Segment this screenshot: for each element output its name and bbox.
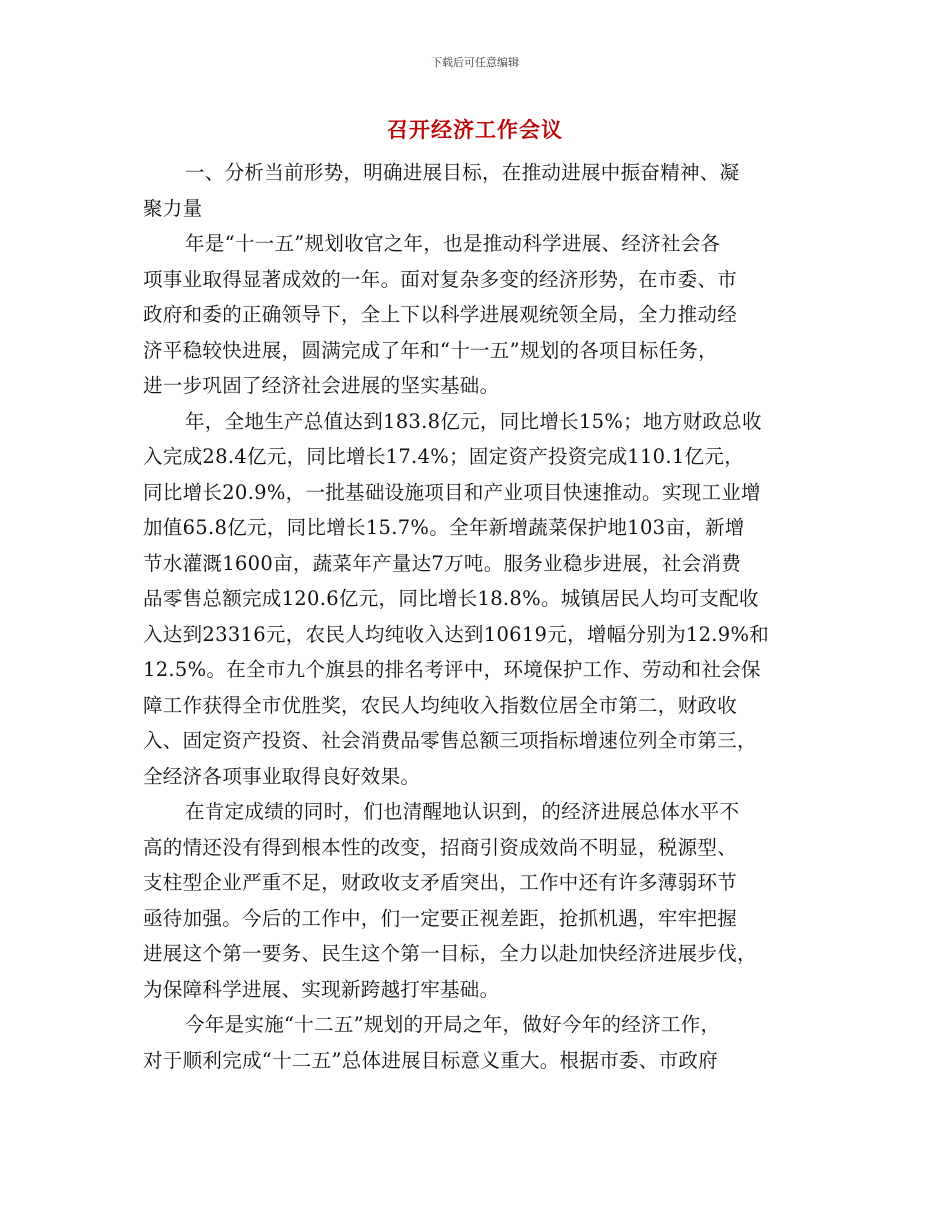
text-line: 一、分析当前形势，明确进展目标，在推动进展中振奋精神、凝 — [185, 161, 740, 184]
text-line: 年，全地生产总值达到183.8亿元，同比增长15%；地方财政总收 — [185, 409, 762, 433]
text-line: 高的情还没有得到根本性的改变，招商引资成效尚不明显，税源型、 — [143, 835, 738, 859]
text-line: 今年是实施“十二五”规划的开局之年，做好今年的经济工作， — [185, 1013, 721, 1036]
text-line: 进展这个第一要务、民生这个第一目标，全力以赴加快经济进展步伐， — [143, 942, 757, 965]
text-line: 12.5%。在全市九个旗县的排名考评中，环境保护工作、劳动和社会保 — [143, 658, 761, 681]
text-line: 支柱型企业严重不足，财政收支矛盾突出，工作中还有许多薄弱环节 — [143, 871, 738, 894]
text-line: 入达到23316元，农民人均纯收入达到10619元，增幅分别为12.9%和 — [143, 622, 770, 646]
text-line: 品零售总额完成120.6亿元，同比增长18.8%。城镇居民人均可支配收 — [143, 587, 759, 610]
text-line: 障工作获得全市优胜奖，农民人均纯收入指数位居全市第二，财政收 — [143, 693, 738, 717]
text-line: 政府和委的正确领导下，全上下以科学进展观统领全局，全力推动经 — [143, 303, 738, 326]
text-line: 进一步巩固了经济社会进展的坚实基础。 — [143, 374, 500, 397]
text-line: 年是“十一五”规划收官之年，也是推动科学进展、经济社会各 — [185, 232, 721, 255]
text-line: 节水灌溉1600亩，蔬菜年产量达7万吨。服务业稳步进展，社会消费 — [143, 551, 742, 575]
text-line: 入完成28.4亿元，同比增长17.4%；固定资产投资完成110.1亿元， — [143, 445, 744, 468]
document-body — [143, 155, 811, 1078]
text-line: 入、固定资产投资、社会消费品零售总额三项指标增速位列全市第三， — [143, 729, 757, 752]
text-line: 对于顺利完成“十二五”总体进展目标意义重大。根据市委、市政府 — [143, 1048, 718, 1072]
text-line: 项事业取得显著成效的一年。面对复杂多变的经济形势，在市委、市 — [143, 267, 738, 291]
text-line: 在肯定成绩的同时，们也清醒地认识到，的经济进展总体水平不 — [185, 800, 740, 823]
text-line: 加值65.8亿元，同比增长15.7%。全年新增蔬菜保护地103亩，新增 — [143, 516, 745, 539]
text-line: 同比增长20.9%，一批基础设施项目和产业项目快速推动。实现工业增 — [143, 480, 761, 504]
text-line: 为保障科学进展、实现新跨越打牢基础。 — [143, 977, 500, 1001]
text-line: 聚力量 — [143, 196, 203, 220]
header-note: 下载后可任意编辑 — [431, 56, 519, 69]
document-title: 召开经济工作会议 — [387, 117, 563, 142]
text-line: 亟待加强。今后的工作中，们一定要正视差距，抢抓机遇，牢牢把握 — [143, 906, 738, 930]
text-line: 全经济各项事业取得良好效果。 — [143, 764, 421, 788]
text-line: 济平稳较快进展，圆满完成了年和“十一五”规划的各项目标任务， — [143, 338, 718, 362]
